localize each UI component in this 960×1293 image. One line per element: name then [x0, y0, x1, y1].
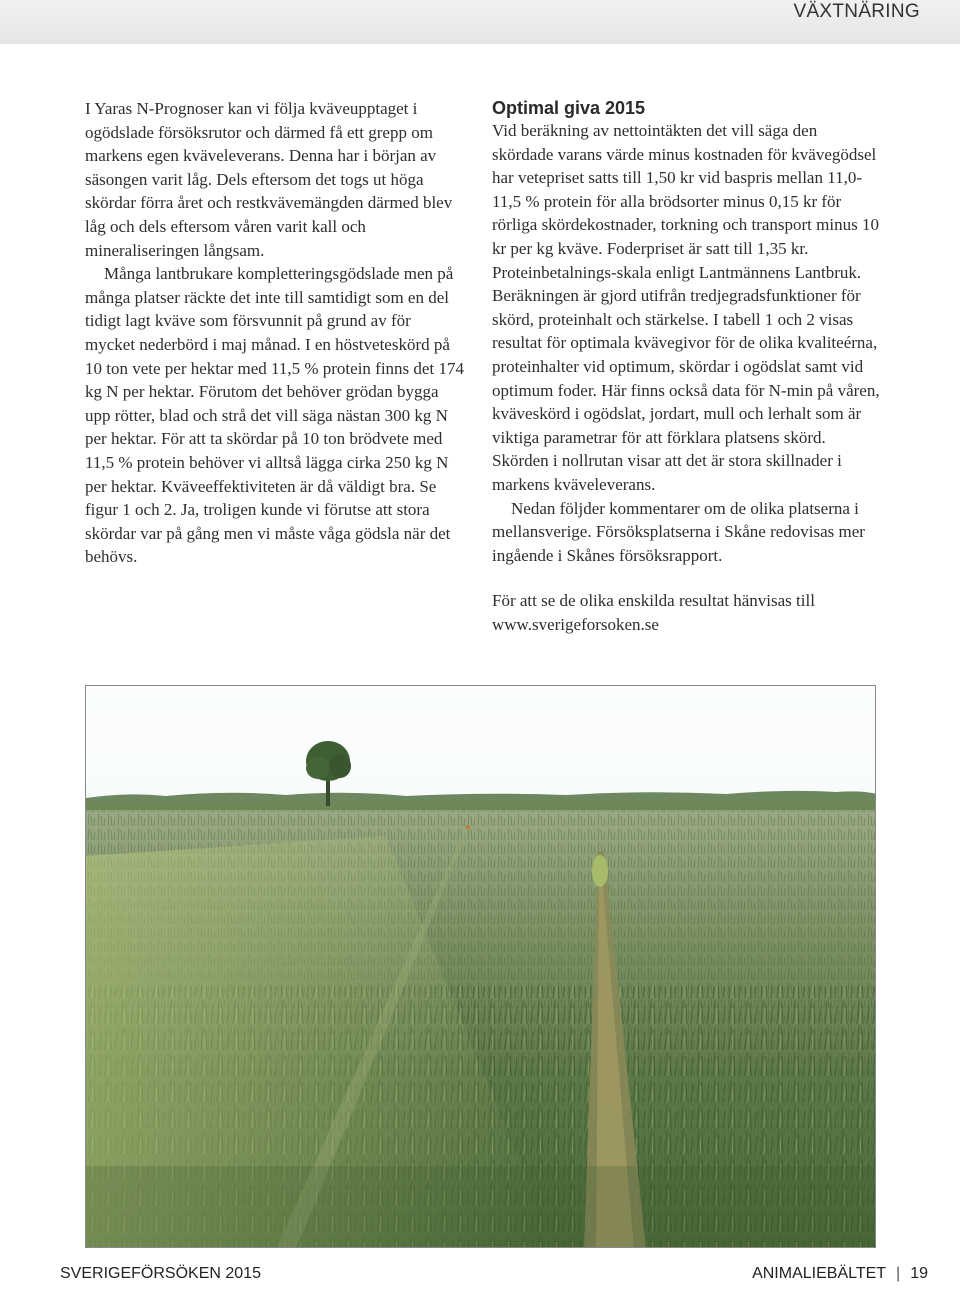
body-paragraph: Många lantbrukare kompletteringsgödslade men på många platser räckte det inte till samtidigt som en del tidigt lagt kväve som försvunnit på grund av för mycket nederbörd i maj månad. I en höstveteskörd på 10 ton vete per hektar med 11,5 % protein finns det 174 kg N per hektar. Förutom det behöver grödan bygga upp rötter, blad och strå det vill säga nästan 300 kg N per hektar. För att ta skördar på 10 ton brödvete med 11,5 % protein behöver vi alltså lägga cirka 250 kg N per hektar. Kväveeffektiviteten är då väldigt bra. Se figur 1 och 2. Ja, troligen kunde vi förutse att stora skördar var på gång men vi måste våga gödsla när det behövs.	[85, 264, 464, 567]
footer-right	[752, 1262, 928, 1286]
section-heading: Optimal giva 2015	[492, 98, 646, 118]
body-paragraph: Nedan följder kommentarer om de olika platserna i mellansverige. Försöksplatserna i Skåne redovisas mer ingående i Skånes försöksrapport.	[492, 498, 865, 565]
body-paragraph: Vid beräkning av nettointäkten det vill säga den skördade varans värde minus kostnaden för kvävegödsel har vetepriset satts till 1,50 kr vid baspris mellan 11,0-11,5 % protein för alla brödsorter minus 0,15 kr för rörliga skördekostnader, torkning och transport minus 10 kr per kg kväve. Foderpriset är satt till 1,35 kr. Proteinbetalnings-skala enligt Lantmännens Lantbruk. Beräkningen är gjord utifrån tredjegradsfunktioner för skörd, proteinhalt och stärkelse. I tabell 1 och 2 visas resultat för optimala kvävegivor för de olika kvaliteérna, proteinhalter vid optimum, skördar i ogödslat samt vid optimum foder. Här finns också data för N-min på våren, kväveskörd i ogödslat, jordart, mull och lerhalt som är viktiga parametrar för att förklara platsens skörd. Skörden i nollrutan visar att det är stora skillnader i markens kväveleverans.	[492, 121, 880, 494]
left-column	[85, 97, 465, 569]
right-column	[492, 97, 882, 636]
page-number: 19	[910, 1265, 928, 1282]
wheat-field-photo	[85, 685, 876, 1248]
body-paragraph: I Yaras N-Prognoser kan vi följa kväveupptaget i ogödslade försöksrutor och därmed få ett grepp om markens egen kväveleverans. Denna har i början av säsongen varit låg. Dels eftersom det togs ut höga skördar förra året och restkvävemängden därmed blev låg och dels eftersom våren varit kall och mineraliseringen långsam.	[85, 99, 453, 260]
footer-publication: SVERIGEFÖRSÖKEN 2015	[60, 1265, 261, 1282]
footer-separator: |	[896, 1265, 901, 1282]
section-label: VÄXTNÄRING	[793, 1, 920, 22]
footer-region: ANIMALIEBÄLTET	[752, 1265, 887, 1282]
reference-note: För att se de olika enskilda resultat hänvisas till www.sverigeforsoken.se	[492, 591, 815, 634]
